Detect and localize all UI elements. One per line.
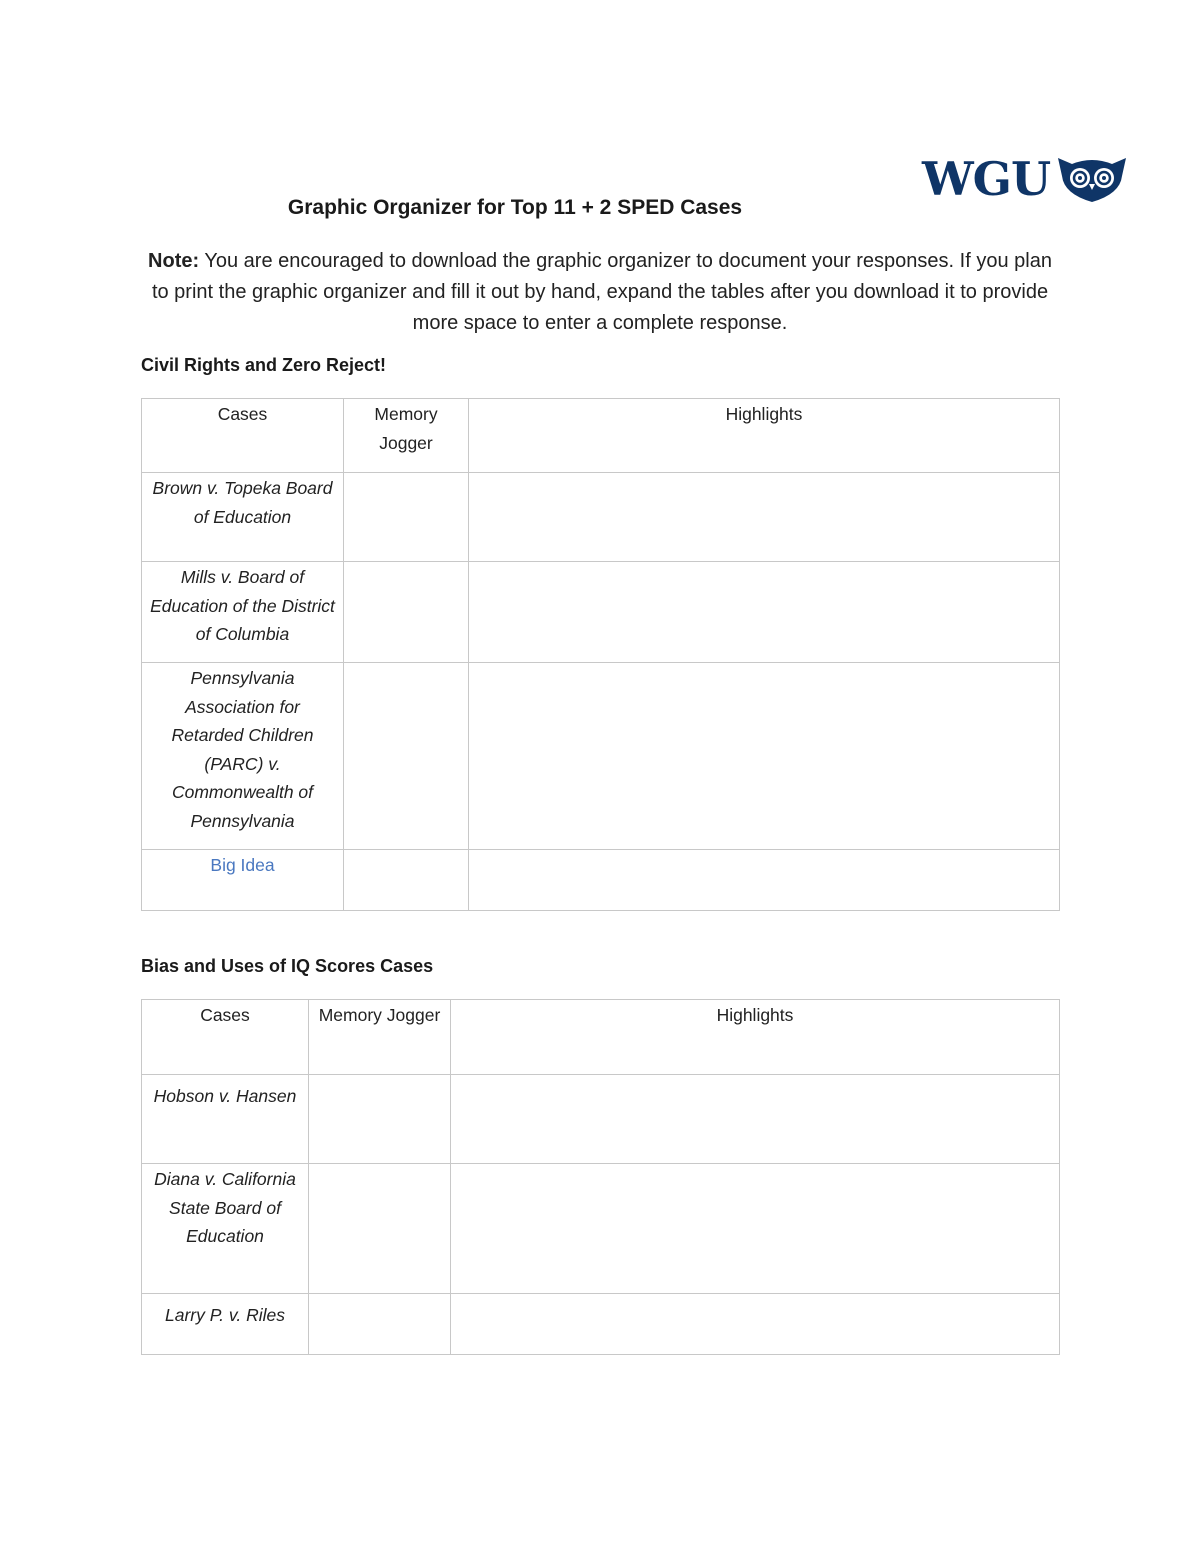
- table-row: [142, 562, 1060, 663]
- case-name: Hobson v. Hansen: [153, 1086, 297, 1106]
- table-row: [142, 1075, 1060, 1164]
- memory-jogger-cell[interactable]: [309, 1075, 451, 1164]
- table-row: [142, 663, 1060, 850]
- table-header-row: [142, 399, 1060, 473]
- table-row: [142, 1294, 1060, 1355]
- memory-jogger-cell[interactable]: [344, 663, 469, 850]
- highlights-cell[interactable]: [469, 562, 1060, 663]
- highlights-cell[interactable]: [451, 1164, 1060, 1294]
- header-memory-jogger: Memory Jogger: [318, 1005, 441, 1025]
- memory-jogger-cell[interactable]: [344, 850, 469, 911]
- header-cases: Cases: [217, 404, 268, 424]
- logo-text: WGU: [922, 152, 1051, 206]
- header-memory-jogger: Memory Jogger: [374, 404, 438, 453]
- case-name: Brown v. Topeka Board of Education: [152, 478, 333, 527]
- header-highlights: Highlights: [725, 404, 803, 424]
- bias-iq-table: [141, 999, 1060, 1355]
- header-highlights: Highlights: [716, 1005, 794, 1025]
- note-paragraph: [148, 246, 1052, 339]
- civil-rights-table: [141, 398, 1060, 911]
- case-name: Pennsylvania Association for Retarded Children (PARC) v. Commonwealth of Pennsylvania: [171, 668, 314, 831]
- note-text: You are encouraged to download the graphic organizer to document your responses. If you plan to print the graphic organizer and fill it out by hand, expand the tables after you download it to provide more space to enter a complete response.: [151, 250, 1052, 334]
- highlights-cell[interactable]: [451, 1075, 1060, 1164]
- table-row: [142, 473, 1060, 562]
- section-heading-civil-rights: Civil Rights and Zero Reject!: [141, 355, 387, 375]
- memory-jogger-cell[interactable]: [309, 1164, 451, 1294]
- table-header-row: [142, 1000, 1060, 1075]
- owl-icon: [1056, 154, 1128, 204]
- big-idea-label: Big Idea: [210, 855, 275, 875]
- memory-jogger-cell[interactable]: [309, 1294, 451, 1355]
- highlights-cell[interactable]: [469, 473, 1060, 562]
- highlights-cell[interactable]: [469, 850, 1060, 911]
- big-idea-row: [142, 850, 1060, 911]
- case-name: Mills v. Board of Education of the District of Columbia: [150, 567, 335, 644]
- case-name: Diana v. California State Board of Education: [154, 1169, 296, 1246]
- section-heading-bias-iq: Bias and Uses of IQ Scores Cases: [141, 956, 434, 976]
- header-cases: Cases: [200, 1005, 250, 1025]
- memory-jogger-cell[interactable]: [344, 473, 469, 562]
- highlights-cell[interactable]: [451, 1294, 1060, 1355]
- highlights-cell[interactable]: [469, 663, 1060, 850]
- table-row: [142, 1164, 1060, 1294]
- case-name: Larry P. v. Riles: [165, 1305, 285, 1325]
- memory-jogger-cell[interactable]: [344, 562, 469, 663]
- page-title: Graphic Organizer for Top 11 + 2 SPED Cases: [287, 196, 743, 219]
- note-label: Note:: [148, 250, 200, 272]
